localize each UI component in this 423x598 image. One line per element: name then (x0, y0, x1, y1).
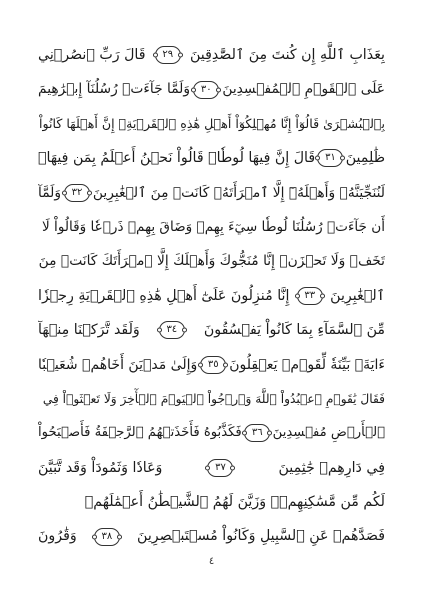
verse-text: بِٱلۡبُشۡرَىٰ قَالُوٓاْ إِنَّا مُهۡلِكُوٓاْ أَهۡلِ هَٰذِهِ ٱلۡقَرۡيَةِۖ إِنَّ أَهۡلَهَا كَانُواْ (39, 115, 385, 131)
verses-text-block (38, 38, 385, 554)
text-line (38, 107, 385, 141)
verse-text: وَلَمَّآ (38, 184, 62, 201)
text-line (38, 382, 385, 416)
text-line (38, 313, 385, 347)
verse-text: لَكُم مِّن مَّسَٰكِنِهِمۡۖ وَزَيَّنَ لَهُمُ ٱلشَّيۡطَٰنُ أَعۡمَٰلَهُمۡ (84, 494, 385, 511)
verse-number-marker: ٣٤ (159, 321, 185, 339)
verse-text: عَلَى ٱلۡقَوۡمِ ٱلۡمُفۡسِدِينَ (222, 81, 385, 98)
verse-text: أَن جَآءَتۡ رُسُلُنَا لُوطٗا سِيٓءَ بِهِمۡ وَضَاقَ بِهِمۡ ذَرۡعٗا وَقَالُواْ لَا (41, 218, 385, 235)
verse-number-marker: ٣٢ (64, 184, 90, 202)
verse-text: إِنَّا مُنزِلُونَ عَلَىٰٓ أَهۡلِ هَٰذِهِ ٱلۡقَرۡيَةِ رِجۡزٗا (38, 287, 290, 304)
verse-number-marker: ٣٨ (94, 528, 120, 546)
verse-text: فَكَذَّبُوهُ فَأَخَذَتۡهُمُ ٱلرَّجۡفَةُ فَأَصۡبَحُواْ (38, 425, 242, 441)
verse-text: ٱلۡأَرۡضِ مُفۡسِدِينَ (272, 425, 385, 441)
verse-text: ءَايَةَۢ بَيِّنَةٗ لِّقَوۡمٖ يَعۡقِلُونَ (229, 356, 385, 373)
verse-text: تَخَفۡ وَلَا تَحۡزَنۡ إِنَّا مُنَجُّوكَ وَأَهۡلَكَ إِلَّا ٱمۡرَأَتَكَ كَانَتۡ مِنَ (38, 253, 385, 270)
verse-text: قَالَ رَبِّ ٱنصُرۡنِي (38, 47, 146, 63)
text-line (38, 38, 385, 72)
verse-text: فَقَالَ يَٰقَوۡمِ ٱعۡبُدُواْ ٱللَّهَ وَٱرۡجُواْ ٱلۡيَوۡمَ ٱلۡأٓخِرَ وَلَا تَعۡثَوۡاْ فِي (42, 391, 385, 406)
text-line (38, 176, 385, 210)
verse-number-marker: ٣٧ (207, 459, 233, 477)
verse-text: قَالَ إِنَّ فِيهَا لُوطٗاۚ قَالُواْ نَحۡنُ أَعۡلَمُ بِمَن فِيهَاۖ (38, 150, 316, 167)
verse-text: وَإِلَىٰ مَدۡيَنَ أَخَاهُمۡ شُعَيۡبٗا (38, 356, 198, 373)
text-line (38, 141, 385, 175)
verse-text: بِعَذَابِ ٱللَّهِ إِن كُنتَ مِنَ ٱلصَّٰدِقِينَ (189, 47, 385, 63)
verse-text: مِّنَ ٱلسَّمَآءِ بِمَا كَانُواْ يَفۡسُقُونَ (203, 322, 385, 339)
text-line (38, 72, 385, 106)
verse-text: ٱلۡغَٰبِرِينَ (330, 287, 385, 304)
verse-number-marker: ٣٣ (297, 287, 323, 305)
verse-number-marker: ٢٩ (155, 46, 181, 64)
verse-text: فِي دَارِهِمۡ جَٰثِمِينَ (278, 459, 385, 476)
text-line (38, 348, 385, 382)
text-line (38, 485, 385, 519)
verse-text: وَلَمَّا جَآءَتۡ رُسُلُنَآ إِبۡرَٰهِيمَ (38, 81, 191, 98)
page-number: ٤ (208, 556, 215, 567)
verse-text: ظَٰلِمِينَ (345, 150, 385, 167)
verse-text: وَلَقَد تَّرَكۡنَا مِنۡهَآ (38, 322, 140, 339)
verse-text: وَقَٰرُونَ (38, 528, 77, 545)
verse-number-marker: ٣٦ (244, 424, 270, 442)
text-line (38, 451, 385, 485)
text-line (38, 279, 385, 313)
text-line (38, 416, 385, 450)
verse-number-marker: ٣٠ (193, 81, 219, 99)
text-line (38, 210, 385, 244)
verse-number-marker: ٣٥ (200, 356, 226, 374)
text-line (38, 244, 385, 278)
verse-text: لَنُنَجِّيَنَّهُۥ وَأَهۡلَهُۥٓ إِلَّا ٱمۡرَأَتَهُۥ كَانَتۡ مِنَ ٱلۡغَٰبِرِينَ (92, 184, 385, 201)
verse-text: فَصَدَّهُمۡ عَنِ ٱلسَّبِيلِ وَكَانُواْ مُسۡتَبۡصِرِينَ (137, 528, 385, 545)
verse-number-marker: ٣١ (317, 149, 343, 167)
text-line (38, 519, 385, 553)
verse-text: وَعَادٗا وَثَمُودَاْ وَقَد تَّبَيَّنَ (38, 459, 163, 476)
